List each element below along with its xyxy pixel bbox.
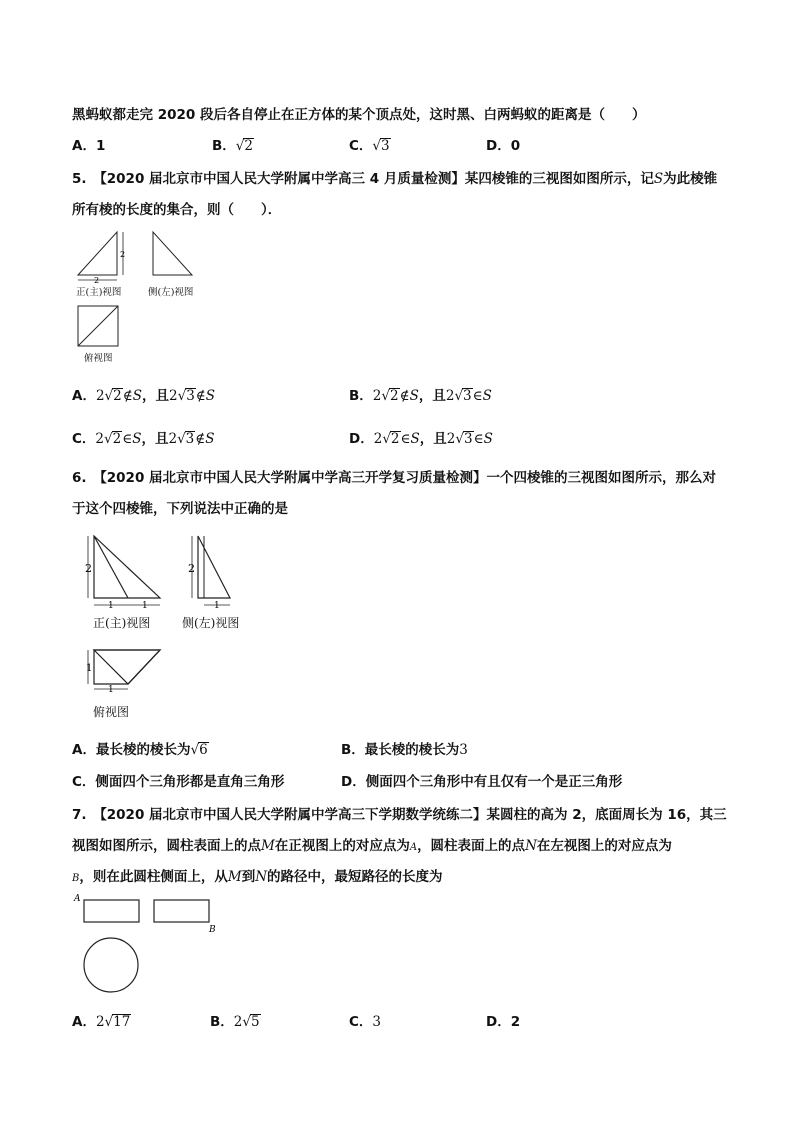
q7-option-a[interactable]: A．2√17 (72, 1014, 131, 1030)
q5-option-b[interactable]: B．2√2∉S，且2√3∈S (349, 388, 492, 404)
q7-top-view-circle (84, 938, 138, 992)
q5-option-a[interactable]: A．2√2∉S，且2√3∉S (72, 388, 216, 404)
q5-front-view-triangle (78, 232, 117, 275)
q7-option-d[interactable]: D．2 (486, 1014, 521, 1030)
q6-side-width-label: 1 (214, 601, 220, 611)
q6-option-d[interactable]: D．侧面四个三角形中有且仅有一个是正三角形 (341, 774, 623, 790)
q6-top-view-triangle (94, 650, 160, 684)
q5-stem-line2: 所有棱的长度的集合，则（ ）． (72, 202, 282, 218)
q6-top-height-label: 1 (86, 663, 93, 674)
q5-stem-line1: 5. 【2020 届北京市中国人民大学附属中学高三 4 月质量检测】某四棱锥的三视图如图所示，记S为此棱锥 (72, 171, 718, 187)
q6-side-height-label: 2 (188, 562, 195, 575)
q7-side-view-rect (154, 900, 209, 922)
sqrt-radicand: 2 (244, 138, 253, 154)
q5-top-view-diagonal (78, 306, 118, 346)
q6-front-dim-right-label: 1 (142, 601, 148, 611)
q6-caption-top: 俯视图 (93, 705, 130, 719)
q6-front-height-label: 2 (85, 562, 92, 575)
sqrt-radicand: 3 (381, 138, 390, 154)
q6-caption-side: 侧(左)视图 (182, 616, 240, 630)
q7-three-view-figure (72, 890, 232, 1000)
q6-top-width-label: 1 (108, 685, 114, 695)
q6-option-b[interactable]: B．最长棱的棱长为3 (341, 742, 468, 758)
q6-option-c[interactable]: C．侧面四个三角形都是直角三角形 (72, 774, 285, 790)
q5-caption-side: 侧(左)视图 (148, 287, 194, 298)
q6-front-view-outline (94, 536, 160, 598)
q7-label-b: B (209, 925, 216, 935)
q4-option-b[interactable]: B．√2 (212, 138, 253, 154)
q4-option-c[interactable]: C．√3 (349, 138, 390, 154)
q6-front-dim-left-label: 1 (108, 601, 114, 611)
q7-option-b[interactable]: B．2√5 (210, 1014, 260, 1030)
q6-side-view-outline (198, 536, 230, 598)
q6-top-view-outline (94, 650, 160, 684)
q5-option-c[interactable]: C．2√2∈S，且2√3∉S (72, 431, 215, 447)
q6-stem-line1: 6. 【2020 届北京市中国人民大学附属中学高三开学复习质量检测】一个四棱锥的三视图如图所示，那么对 (72, 470, 717, 486)
q5-front-height-label: 2 (120, 250, 126, 259)
q7-stem-line2: 视图如图所示，圆柱表面上的点M在正视图上的对应点为A，圆柱表面上的点N在左视图上的对应点为 (72, 838, 672, 854)
q5-side-view-triangle (153, 232, 192, 275)
q6-stem-line2: 于这个四棱锥，下列说法中正确的是 (72, 501, 288, 517)
var-s: S (653, 171, 664, 187)
q6-front-view-edge (94, 536, 128, 598)
q4-text: 黑蚂蚁都走完 2020 段后各自停止在正方体的某个顶点处，这时黑、白两蚂蚁的距离是（ ） (72, 107, 646, 123)
q6-top-view-edge (128, 650, 160, 684)
q5-caption-front: 正(主)视图 (76, 287, 122, 298)
q7-stem-line3: B，则在此圆柱侧面上，从M到N的路径中，最短路径的长度为 (72, 869, 443, 885)
q5-front-width-label: 2 (94, 276, 100, 285)
q6-option-a[interactable]: A．最长棱的棱长为√6 (72, 742, 208, 758)
q7-option-c[interactable]: C．3 (349, 1014, 382, 1030)
q7-label-a: A (74, 894, 81, 904)
q4-option-a[interactable]: A．1 (72, 138, 106, 154)
q7-stem-line1: 7. 【2020 届北京市中国人民大学附属中学高三下学期数学统练二】某圆柱的高为 2，底面周长为 16，其三 (72, 807, 727, 823)
q5-caption-top: 俯视图 (84, 353, 113, 364)
q7-front-view-rect (84, 900, 139, 922)
q5-option-d[interactable]: D．2√2∈S，且2√3∈S (349, 431, 493, 447)
q4-option-d[interactable]: D．0 (486, 138, 521, 154)
q6-caption-front: 正(主)视图 (93, 616, 151, 630)
